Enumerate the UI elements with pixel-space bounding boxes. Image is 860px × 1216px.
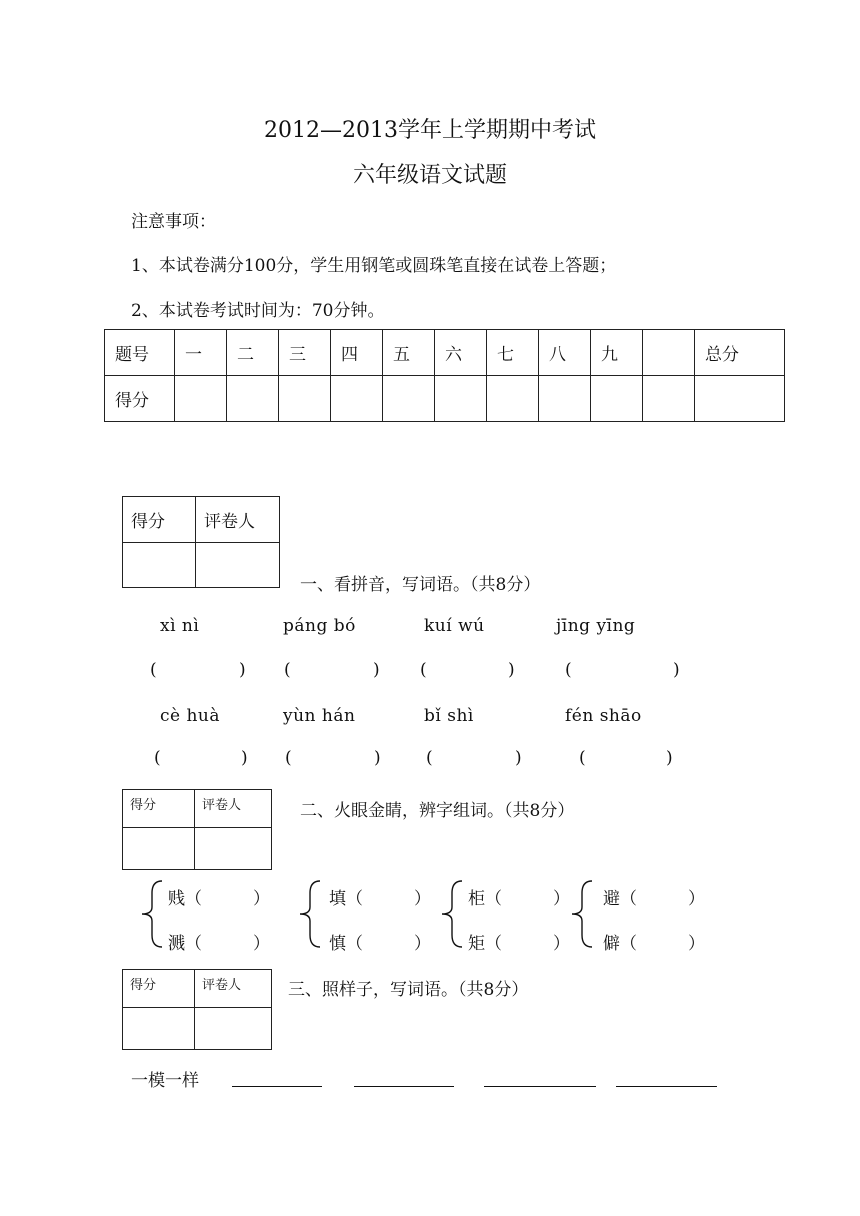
- answer-paren-close: ): [373, 660, 380, 680]
- cell-q7: 七: [487, 330, 539, 376]
- cell-q6: 六: [435, 330, 487, 376]
- grader-name-input[interactable]: [196, 543, 280, 588]
- char-item: 溅（ ）: [168, 934, 270, 954]
- score-input-cell[interactable]: [383, 376, 435, 422]
- answer-paren-open: (: [426, 748, 433, 768]
- score-input-cell[interactable]: [539, 376, 591, 422]
- example-word: 一模一样: [131, 1071, 199, 1091]
- score-input-cell[interactable]: [591, 376, 643, 422]
- grader-name-input[interactable]: [195, 828, 272, 870]
- cell-q5: 五: [383, 330, 435, 376]
- exam-subtitle: 六年级语文试题: [352, 163, 507, 188]
- section2-heading: 二、火眼金睛，辨字组词。（共8分）: [300, 801, 575, 821]
- score-table-header-row: [105, 330, 785, 376]
- grader-score-input[interactable]: [123, 828, 195, 870]
- grader-name-label: 评卷人: [196, 497, 280, 543]
- pinyin-item: xì nì: [160, 616, 200, 636]
- answer-blank[interactable]: [232, 1086, 322, 1087]
- grader-score-input[interactable]: [123, 1008, 195, 1050]
- grader-box-section3: [122, 969, 272, 1050]
- score-table: [104, 329, 785, 422]
- answer-paren-close: ): [239, 660, 246, 680]
- answer-paren-close: ): [666, 748, 673, 768]
- char-item: 柜（ ）: [468, 889, 570, 909]
- brace-icon: [566, 879, 596, 949]
- cell-q8: 八: [539, 330, 591, 376]
- score-input-cell[interactable]: [487, 376, 539, 422]
- answer-paren-close: ): [673, 660, 680, 680]
- pinyin-item: jīng yīng: [556, 616, 636, 636]
- score-table-score-row: [105, 376, 785, 422]
- score-input-cell[interactable]: [435, 376, 487, 422]
- answer-blank[interactable]: [484, 1086, 596, 1087]
- brace-icon: [294, 879, 324, 949]
- pinyin-item: fén shāo: [565, 706, 642, 726]
- cell-q4: 四: [331, 330, 383, 376]
- cell-question-number-label: 题号: [105, 330, 175, 376]
- cell-q9: 九: [591, 330, 643, 376]
- answer-paren-close: ): [515, 748, 522, 768]
- char-item: 僻（ ）: [603, 934, 705, 954]
- cell-q3: 三: [279, 330, 331, 376]
- pinyin-item: kuí wú: [424, 616, 485, 636]
- answer-paren-open: (: [150, 660, 157, 680]
- answer-paren-open: (: [284, 660, 291, 680]
- total-score-input-cell[interactable]: [695, 376, 785, 422]
- answer-paren-open: (: [154, 748, 161, 768]
- char-item: 避（ ）: [603, 889, 705, 909]
- answer-paren-close: ): [374, 748, 381, 768]
- cell-total-label: 总分: [695, 330, 785, 376]
- answer-paren-close: ): [241, 748, 248, 768]
- char-item: 填（ ）: [329, 889, 431, 909]
- score-input-cell[interactable]: [279, 376, 331, 422]
- answer-paren-open: (: [285, 748, 292, 768]
- answer-paren-open: (: [420, 660, 427, 680]
- char-item: 贱（ ）: [168, 889, 270, 909]
- cell-q1: 一: [175, 330, 227, 376]
- pinyin-item: bǐ shì: [424, 706, 474, 726]
- cell-score-label: 得分: [105, 376, 175, 422]
- grader-name-label: 评卷人: [195, 970, 272, 1008]
- answer-blank[interactable]: [354, 1086, 454, 1087]
- pinyin-item: cè huà: [160, 706, 221, 726]
- notes-heading: 注意事项：: [131, 212, 216, 232]
- answer-blank[interactable]: [616, 1086, 717, 1087]
- notes-item-2: 2、本试卷考试时间为：70分钟。: [131, 301, 385, 321]
- pinyin-item: yùn hán: [283, 706, 356, 726]
- score-input-cell[interactable]: [643, 376, 695, 422]
- score-input-cell[interactable]: [227, 376, 279, 422]
- cell-q2: 二: [227, 330, 279, 376]
- answer-paren-open: (: [579, 748, 586, 768]
- section1-heading: 一、看拼音，写词语。（共8分）: [300, 575, 541, 595]
- char-item: 矩（ ）: [468, 934, 570, 954]
- grader-name-input[interactable]: [195, 1008, 272, 1050]
- brace-icon: [436, 879, 466, 949]
- grader-name-label: 评卷人: [195, 790, 272, 828]
- answer-paren-close: ): [508, 660, 515, 680]
- grader-score-label: 得分: [123, 970, 195, 1008]
- pinyin-item: páng bó: [283, 616, 356, 636]
- score-input-cell[interactable]: [175, 376, 227, 422]
- char-item: 慎（ ）: [329, 934, 431, 954]
- grader-box-section1: [122, 496, 280, 588]
- cell-blank: [643, 330, 695, 376]
- section3-heading: 三、照样子，写词语。（共8分）: [288, 980, 529, 1000]
- grader-box-section2: [122, 789, 272, 870]
- brace-icon: [136, 879, 166, 949]
- exam-title: 2012—2013学年上学期期中考试: [264, 118, 596, 143]
- grader-score-label: 得分: [123, 790, 195, 828]
- answer-paren-open: (: [565, 660, 572, 680]
- grader-score-label: 得分: [123, 497, 196, 543]
- grader-score-input[interactable]: [123, 543, 196, 588]
- score-input-cell[interactable]: [331, 376, 383, 422]
- notes-item-1: 1、本试卷满分100分，学生用钢笔或圆珠笔直接在试卷上答题；: [131, 256, 617, 276]
